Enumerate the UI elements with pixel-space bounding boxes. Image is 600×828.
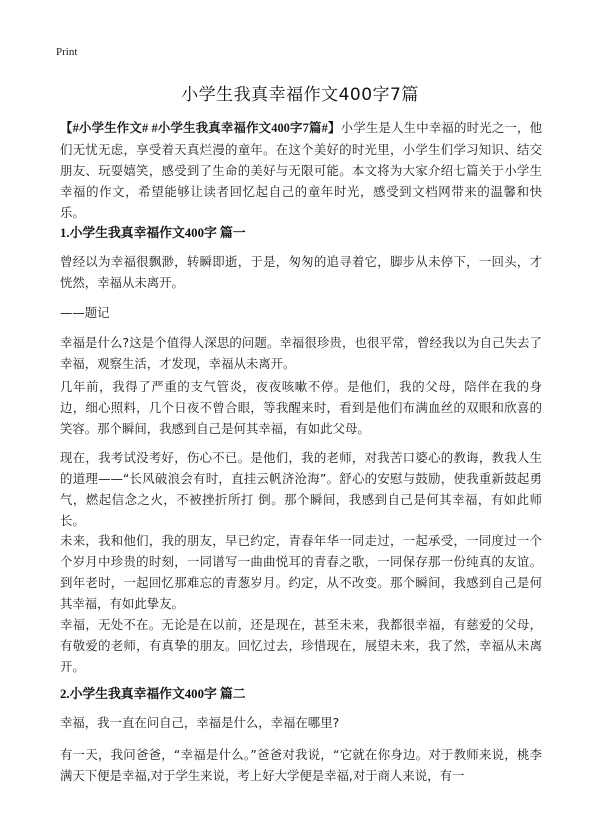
intro-paragraph [60,117,542,223]
paragraph: 幸福，我一直在问自己，幸福是什么，幸福在哪里? [60,715,340,730]
paragraph: 几年前，我得了严重的支气管炎，夜夜咳嗽不停。是他们，我的父母，陪伴在我的身边，细心照料，几个日夜不曾合眼，等我醒来时，看到是他们布满血丝的双眼和欣喜的笑容。那个瞬间，我感到自己是何其幸福，有如此父母。 [60,379,542,436]
paragraph: 幸福，无处不在。无论是在以前，还是现在，甚至未来，我都很幸福，有慈爱的父母，有敬爱的老师，有真挚的朋友。回忆过去，珍惜现在，展望未来，我了然，幸福从未离开。 [60,617,542,674]
epigraph-attribution: ——题记 [60,305,110,320]
paragraph: 未来，我和他们，我的朋友，早已约定，青春年华一同走过，一起承受，一同度过一个个岁月中珍贵的时刻，一同谱写一曲曲悦耳的青春之歌，一同保存那一份纯真的友谊。到年老时，一起回忆那难忘的青葱岁月。约定，从不改变。那个瞬间，我感到自己是何其幸福，有如此挚友。 [60,533,542,611]
page-title: 小学生我真幸福作文400字7篇 [181,85,419,105]
print-label[interactable]: Print [56,46,78,58]
intro-text: 小学生是人生中幸福的时光之一，他们无忧无虑，享受着天真烂漫的童年。在这个美好的时光里，小学生们学习知识、结交朋友、玩耍嬉笑，感受到了生命的美好与无限可能。本文将为大家介绍七篇关于小学生幸福的作文，希望能够让读者回忆起自己的童年时光，感受到文档网带来的温馨和快乐。 [60,120,543,220]
paragraph: 曾经以为幸福很飘渺，转瞬即逝，于是，匆匆的追寻着它，脚步从未停下，一回头，才恍然，幸福从未离开。 [60,254,542,290]
section-heading-2: 2.小学生我真幸福作文400字 篇二 [60,687,246,701]
paragraph: 幸福是什么?这是个值得人深思的问题。幸福很珍贵，也很平常，曾经我以为自己失去了幸福，观察生活，才发现，幸福从未离开。 [60,335,542,371]
paragraph: 现在，我考试没考好，伤心不已。是他们，我的老师，对我苦口婆心的教诲，教我人生的道理——“长风破浪会有时，直挂云帆济沧海”。舒心的安慰与鼓励，使我重新鼓起勇气，燃起信念之火，不被挫折所打 倒。那个瞬间，我感到自己是何其幸福，有如此师长。 [60,450,542,528]
intro-tag: 【#小学生作文# #小学生我真幸福作文400字7篇#】 [60,121,341,135]
paragraph: 有一天，我问爸爸，“幸福是什么。”爸爸对我说，“它就在你身边。对于教师来说，桃李满天下便是幸福,对于学生来说，考上好大学便是幸福,对于商人来说，有一 [60,747,542,783]
section-heading-1: 1.小学生我真幸福作文400字 篇一 [60,226,246,240]
